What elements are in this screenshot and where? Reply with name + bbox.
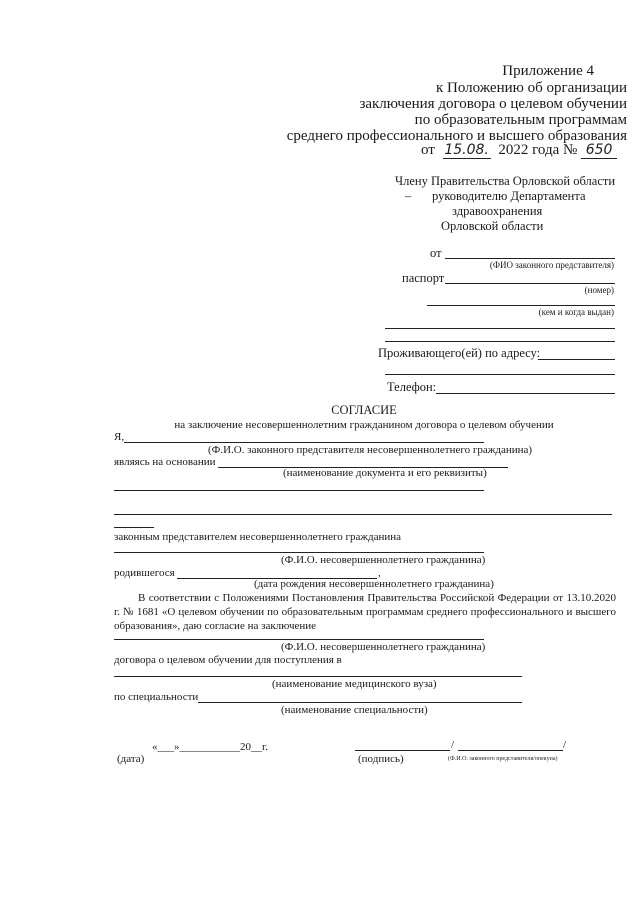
minor-name-line: [114, 552, 484, 553]
university-caption: (наименование медицинского вуза): [272, 678, 437, 690]
university-line: [114, 676, 522, 677]
document-subtitle: на заключение несовершеннолетним гражданином договора о целевом обучении: [174, 419, 554, 431]
addressee-line4: Орловской области: [441, 219, 544, 233]
addressee-line3: здравоохранения: [452, 204, 543, 218]
born-comma: ,: [378, 567, 381, 579]
fio-line: [458, 750, 563, 751]
from-label: от: [430, 246, 442, 260]
passport-issued-caption: (кем и когда выдан): [538, 307, 614, 317]
representative-caption: (Ф.И.О. законного представителя несовершеннолетнего гражданина): [208, 444, 533, 456]
residing-label: Проживающего(ей) по адресу:: [378, 346, 541, 360]
document-title: СОГЛАСИЕ: [331, 403, 397, 417]
document-line-3: [114, 514, 612, 515]
regulation-reference-line4: среднего профессионального и высшего образования: [286, 128, 627, 144]
contract-text: договора о целевом обучении для поступления в: [114, 654, 342, 666]
handwritten-number: 650: [581, 142, 617, 159]
regulation-reference-line3: по образовательным программам: [414, 112, 627, 128]
consent-paragraph: В соответствии с Положениями Постановления Правительства Российской Федерации от 13.10.2020 г. № 1681 «О целевом обучении по образовательным программам среднего профессионального и высшего образования», даю согласие на заключение: [114, 592, 616, 632]
address-line-2: [385, 374, 615, 375]
birth-caption: (дата рождения несовершеннолетнего гражданина): [254, 578, 494, 590]
born-label: родившегося: [114, 567, 175, 579]
minor-name-line-2: [114, 639, 484, 640]
minor-caption: (Ф.И.О. несовершеннолетнего гражданина): [281, 554, 486, 566]
minor-caption-2: (Ф.И.О. несовершеннолетнего гражданина): [281, 641, 486, 653]
date-caption: (дата): [117, 753, 145, 765]
phone-line: [436, 393, 615, 394]
passport-label: паспорт: [402, 271, 445, 285]
specialty-line: [198, 702, 522, 703]
from-caption: (ФИО законного представителя): [489, 260, 614, 270]
basis-label: являясь на основании: [114, 456, 216, 468]
date-template: «___»___________20__г.: [152, 741, 269, 753]
phone-label: Телефон:: [387, 380, 437, 394]
addressee-line1: Члену Правительства Орловской области: [395, 174, 616, 188]
representative-name-line: [124, 442, 484, 443]
addressee-line2: руководителю Департамента: [432, 189, 586, 203]
specialty-label: по специальности: [114, 691, 199, 703]
document-line-4: [114, 527, 154, 528]
signature-slash-2: /: [563, 739, 567, 751]
fio-caption: (Ф.И.О. законного представителя/опекуна): [448, 756, 558, 762]
legal-rep-text: законным представителем несовершеннолетнего гражданина: [114, 531, 402, 543]
extra-line-2: [385, 341, 615, 342]
extra-line-1: [385, 328, 615, 329]
addressee-dash: –: [405, 189, 412, 203]
document-caption: (наименование документа и его реквизиты): [283, 467, 487, 479]
specialty-caption: (наименование специальности): [281, 704, 428, 716]
date-prefix: от: [421, 142, 435, 158]
sign-caption: (подпись): [358, 753, 404, 765]
document-line-2: [114, 490, 484, 491]
signature-line: [355, 750, 450, 751]
regulation-reference-line2: заключения договора о целевом обучении: [359, 96, 627, 112]
handwritten-date: 15.08.: [444, 142, 489, 158]
passport-number-line: [445, 283, 615, 284]
appendix-title: Приложение 4: [502, 63, 594, 79]
i-label: Я,: [114, 431, 125, 443]
regulation-reference: к Положению об организации: [435, 80, 627, 96]
decree-date-row: [421, 142, 617, 159]
from-name-line: [445, 258, 615, 259]
address-line-1: [538, 359, 615, 360]
passport-number-caption: (номер): [584, 285, 614, 295]
passport-issued-line: [427, 305, 615, 306]
date-suffix: 2022 года №: [498, 142, 578, 158]
signature-slash-1: /: [451, 739, 455, 751]
